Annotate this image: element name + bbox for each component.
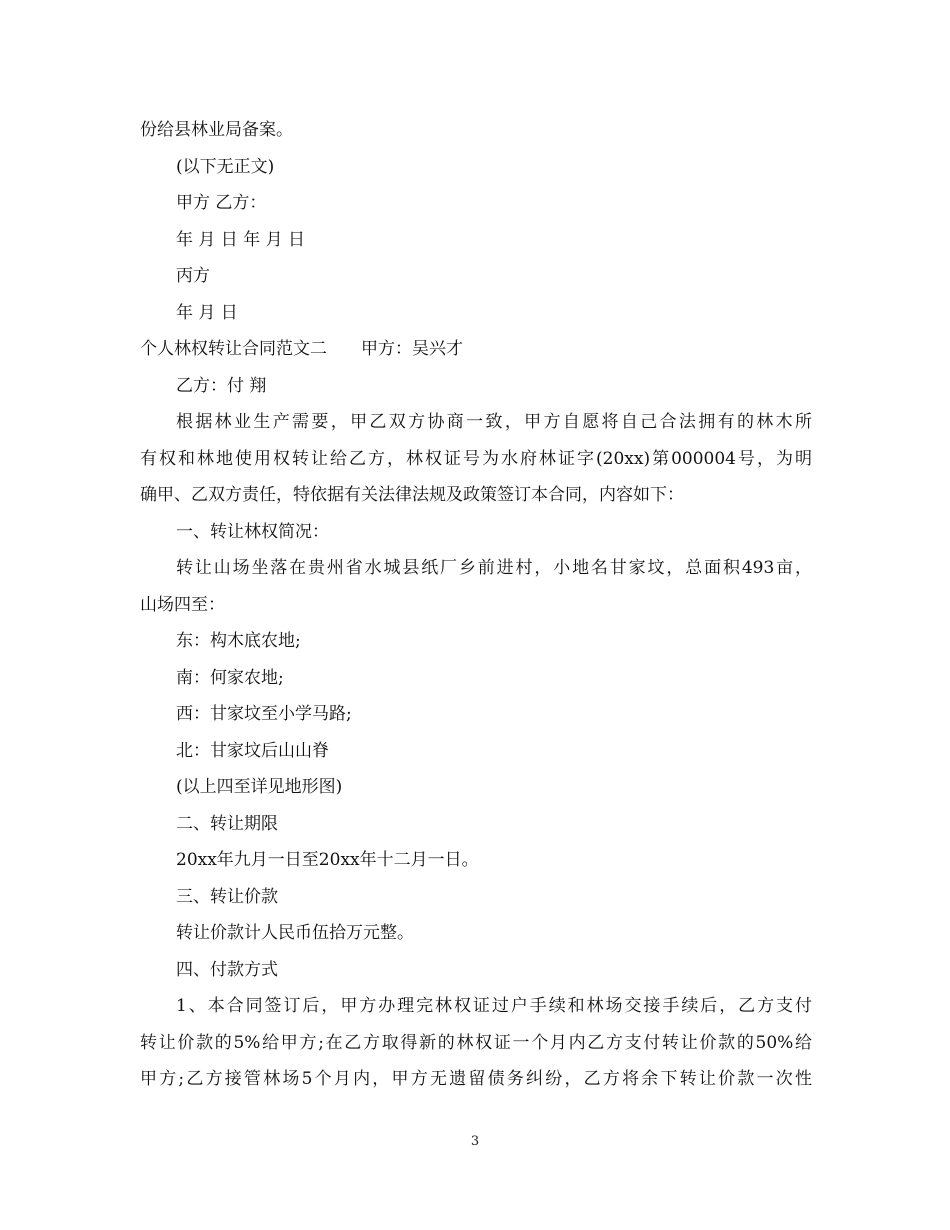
party-line: 乙方：付 翔 [176,375,267,396]
paragraph-line: 转让山场坐落在贵州省水城县纸厂乡前进村，小地名甘家坟，总面积493亩， [176,558,812,578]
paragraph-line: 转让价款的5%给甲方;在乙方取得新的林权证一个月内乙方支付转让价款的50%给 [140,1032,812,1053]
paragraph-line: 1、本合同签订后，甲方办理完林权证过户手续和林场交接手续后，乙方支付 [176,996,812,1016]
paragraph-line: 甲方;乙方接管林场5个月内，甲方无遗留债务纠纷，乙方将余下转让价款一次性 [140,1069,812,1089]
paragraph-line: 根据林业生产需要，甲乙双方协商一致，甲方自愿将自己合法拥有的林木所 [176,412,812,432]
document-body [140,112,812,1098]
date-line: 年 月 日 年 月 日 [176,229,306,250]
paragraph-line: 确甲、乙双方责任，特依据有关法律法规及政策签订本合同，内容如下： [140,485,684,505]
date-line: 年 月 日 [176,302,238,323]
page-number: 3 [470,1134,480,1149]
boundary-line: 西：甘家坟至小学马路; [176,704,352,724]
text-line: 转让价款计人民币伍拾万元整。 [176,923,414,943]
signature-line: 丙方 [176,266,210,286]
text-line: (以下无正文) [176,156,275,177]
boundary-line: 南：何家农地; [176,667,284,688]
paragraph-line: 有权和林地使用权转让给乙方，林权证号为水府林证字(20xx)第000004号，为明 [140,448,812,469]
signature-line: 甲方 乙方： [176,193,267,213]
clause-heading: 四、付款方式 [176,959,278,980]
paragraph-line: 山场四至： [140,594,225,615]
clause-heading: 二、转让期限 [176,813,278,834]
clause-heading: 一、转让林权简况： [176,521,329,542]
boundary-line: 北：甘家坟后山山脊 [176,740,329,761]
text-line: (以上四至详见地形图) [176,777,343,797]
text-line: 份给县林业局备案。 [140,120,293,140]
clause-heading: 三、转让价款 [176,886,278,907]
text-line: 20xx年九月一日至20xx年十二月一日。 [176,850,479,870]
section-title: 个人林权转让合同范文二 甲方：吴兴才 [140,339,463,359]
boundary-line: 东：构木底农地; [176,631,301,651]
